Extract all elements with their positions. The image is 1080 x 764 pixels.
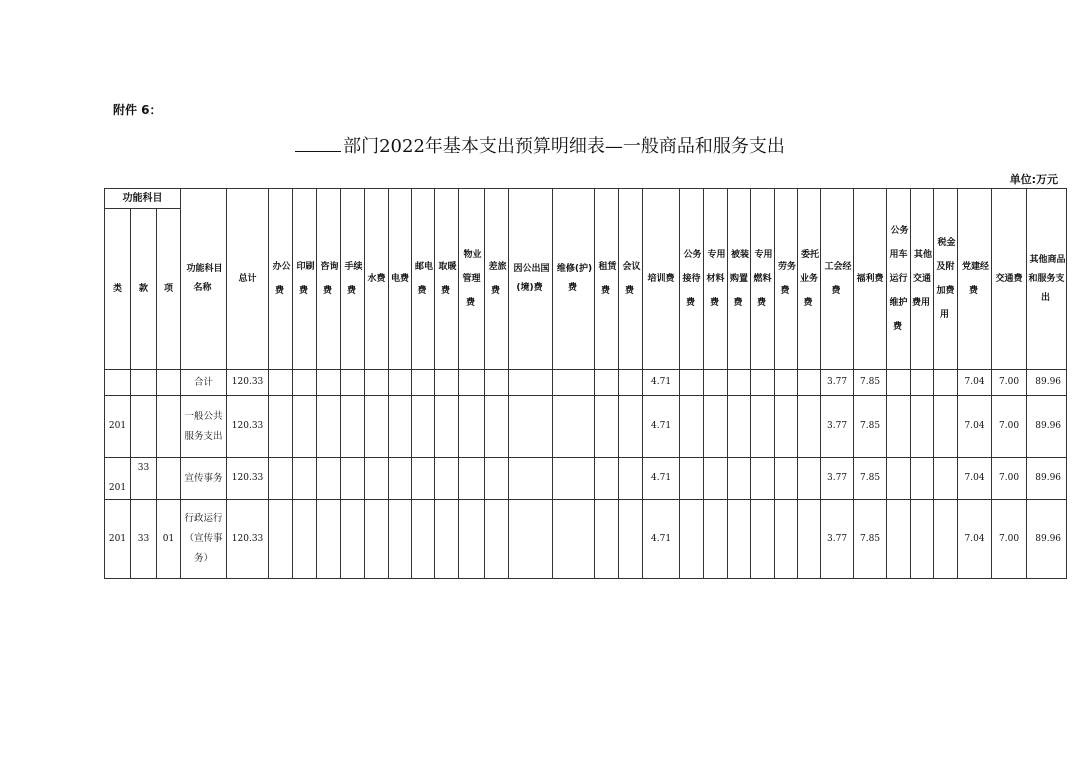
department-blank-line [295,133,341,152]
cell-traffic: 7.00 [992,396,1027,458]
cell-lei: 201 [105,458,131,500]
header-subject-name [181,189,227,370]
cell-traffic: 7.00 [992,458,1027,500]
cell-training: 4.71 [643,396,680,458]
header-functional-subject: 功能科目 [105,189,181,209]
cell-xiang [157,370,181,396]
cell-training: 4.71 [643,458,680,500]
header-col-official-vehicle [887,189,911,370]
header-col-reception [680,189,704,370]
header-col-taxes-text: 税金及附加费用 [936,238,956,320]
header-col-heating [435,189,459,370]
header-col-office [269,189,293,370]
cell-welfare: 7.85 [854,500,887,579]
header-col-maintenance-text: 维修(护)费 [556,264,593,293]
header-col-welfare-text: 福利费 [856,274,884,284]
cell-total: 120.33 [227,458,269,500]
header-col-entrusted-text: 委托业务费 [800,250,820,308]
header-col-rent-text: 租赁费 [598,262,617,296]
cell-lei [105,370,131,396]
cell-kuan [131,396,157,458]
header-col-consulting [317,189,341,370]
header-col-training [643,189,680,370]
cell-kuan: 33 [131,458,157,500]
header-col-traffic-text: 交通费 [995,274,1023,284]
header-col-party-text: 党建经费 [962,262,990,296]
cell-traffic: 7.00 [992,370,1027,396]
header-col-fuel-text: 专用燃料费 [753,250,773,308]
header-total: 总计 [227,189,269,370]
header-col-union-text: 工会经费 [824,262,852,296]
header-col-traffic [992,189,1027,370]
header-subject-name-text: 功能科目名称 [186,264,223,293]
cell-xiang [157,458,181,500]
cell-kuan: 33 [131,500,157,579]
header-col-office-text: 办公费 [272,262,291,296]
cell-name: 合计 [181,370,227,396]
cell-name: 宣传事务 [181,458,227,500]
header-col-other-goods [1027,189,1067,370]
header-col-party [958,189,992,370]
budget-table [104,188,1067,579]
unit-label: 单位:万元 [1009,173,1058,186]
cell-party: 7.04 [958,396,992,458]
header-kuan: 款 [131,209,157,370]
header-col-property-text: 物业管理费 [462,250,482,308]
header-col-reception-text: 公务接待费 [682,250,702,308]
page-title [0,132,1080,158]
header-col-materials-text: 专用材料费 [706,250,726,308]
cell-union: 3.77 [821,458,854,500]
header-col-other-transport [911,189,934,370]
cell-union: 3.77 [821,396,854,458]
cell-total: 120.33 [227,370,269,396]
header-col-materials [704,189,728,370]
header-col-travel [485,189,509,370]
header-lei: 类 [105,209,131,370]
header-xiang: 项 [157,209,181,370]
cell-other: 89.96 [1027,500,1067,579]
header-col-water-text: 水费 [367,274,386,284]
cell-party: 7.04 [958,500,992,579]
header-col-electricity [389,189,412,370]
header-col-labor [775,189,798,370]
header-col-taxes [934,189,958,370]
header-col-printing [293,189,317,370]
table-row [105,370,1067,396]
cell-training: 4.71 [643,370,680,396]
table-row [105,396,1067,458]
cell-union: 3.77 [821,500,854,579]
header-col-entrusted [798,189,821,370]
header-col-printing-text: 印刷费 [296,262,315,296]
header-col-labor-text: 劳务费 [778,262,797,296]
header-col-water [365,189,389,370]
cell-party: 7.04 [958,458,992,500]
cell-total: 120.33 [227,396,269,458]
cell-traffic: 7.00 [992,500,1027,579]
cell-other: 89.96 [1027,396,1067,458]
header-col-rent [595,189,619,370]
cell-other: 89.96 [1027,370,1067,396]
cell-welfare: 7.85 [854,370,887,396]
header-col-official-vehicle-text: 公务用车运行维护费 [889,226,909,332]
header-col-travel-text: 差旅费 [488,262,507,296]
table-row [105,500,1067,579]
header-col-maintenance [553,189,595,370]
header-col-property [459,189,485,370]
cell-xiang: 01 [157,500,181,579]
cell-party: 7.04 [958,370,992,396]
cell-total: 120.33 [227,500,269,579]
cell-lei: 201 [105,500,131,579]
header-col-postal-text: 邮电费 [415,262,434,296]
cell-xiang [157,396,181,458]
cell-training: 4.71 [643,500,680,579]
cell-name: 一般公共服务支出 [181,396,227,458]
table-row [105,458,1067,500]
header-col-fees [341,189,365,370]
header-col-electricity-text: 电费 [391,274,410,284]
cell-lei: 201 [105,396,131,458]
header-col-abroad-text: 因公出国(境)费 [513,264,550,293]
cell-welfare: 7.85 [854,458,887,500]
header-col-uniforms-text: 被装购置费 [730,250,750,308]
header-col-meeting-text: 会议费 [622,262,641,296]
header-col-heating-text: 取暖费 [438,262,457,296]
cell-welfare: 7.85 [854,396,887,458]
header-col-fuel [751,189,775,370]
header-col-meeting [619,189,643,370]
cell-kuan [131,370,157,396]
cell-union: 3.77 [821,370,854,396]
header-col-consulting-text: 咨询费 [320,262,339,296]
header-col-abroad [509,189,553,370]
header-col-union [821,189,854,370]
header-col-other-goods-text: 其他商品和服务支出 [1028,254,1066,303]
cell-name: 行政运行（宣传事务） [181,500,227,579]
header-col-welfare [854,189,887,370]
title-text: 部门2022年基本支出预算明细表—一般商品和服务支出 [343,136,785,157]
header-col-postal [412,189,435,370]
header-col-other-transport-text: 其他交通费用 [912,250,933,308]
header-col-training-text: 培训费 [647,274,675,284]
cell-other: 89.96 [1027,458,1067,500]
header-col-fees-text: 手续费 [344,262,363,296]
header-col-uniforms [728,189,751,370]
attachment-label: 附件 6： [113,103,162,117]
